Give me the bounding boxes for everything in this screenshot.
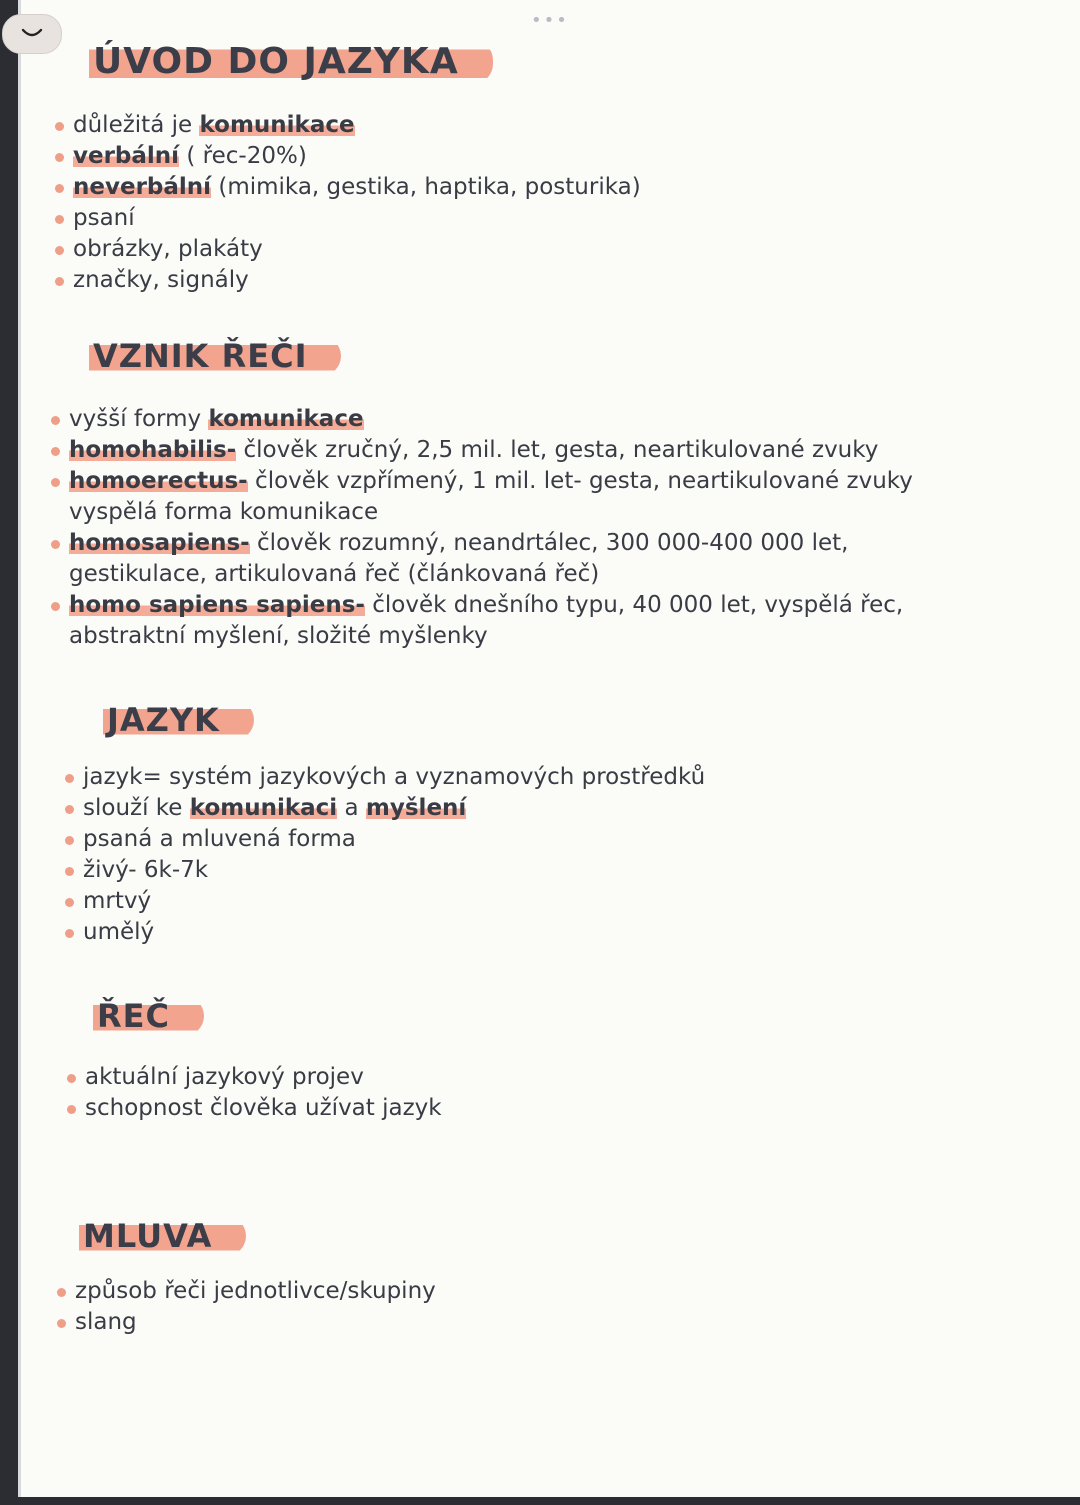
- more-dots-icon[interactable]: •••: [531, 10, 569, 31]
- item-text: člověk rozumný, neandrtálec, 300 000-400 000 let,: [249, 530, 849, 556]
- highlight: homosapiens-: [69, 530, 250, 556]
- list-item: mrtvý: [65, 886, 705, 917]
- highlight: neverbální: [73, 174, 212, 200]
- item-continuation: vyspělá forma komunikace: [69, 499, 379, 525]
- item-continuation: abstraktní myšlení, složité myšlenky: [69, 623, 488, 649]
- list-rec: [67, 1062, 442, 1124]
- list-jazyk: [65, 762, 705, 948]
- highlight: komunikace: [199, 112, 355, 138]
- list-item: značky, signály: [55, 265, 641, 296]
- list-item: [55, 110, 641, 141]
- highlight: myšlení: [365, 795, 467, 821]
- highlight: komunikace: [208, 406, 364, 432]
- list-uvod: [55, 110, 641, 296]
- highlight: komunikaci: [189, 795, 338, 821]
- item-continuation: gestikulace, artikulovaná řeč (článkovaná řeč): [69, 561, 600, 587]
- list-item: [65, 793, 705, 824]
- highlight: verbální: [73, 143, 180, 169]
- list-item: [51, 590, 913, 652]
- list-item: psaná a mluvená forma: [65, 824, 705, 855]
- section-title-rec: ŘEČ: [93, 996, 204, 1036]
- list-item: [51, 528, 913, 590]
- list-item: slang: [57, 1307, 436, 1338]
- list-mluva: [57, 1276, 436, 1338]
- list-item: umělý: [65, 917, 705, 948]
- list-item: schopnost člověka užívat jazyk: [67, 1093, 442, 1124]
- chevron-down-icon: [21, 28, 43, 40]
- list-item: [51, 435, 913, 466]
- item-text: a: [337, 795, 366, 821]
- item-text: důležitá je: [73, 112, 200, 138]
- section-title-jazyk: JAZYK: [103, 700, 254, 740]
- list-item: [51, 404, 913, 435]
- section-title-uvod: ÚVOD DO JAZYKA: [89, 40, 493, 84]
- list-item: aktuální jazykový projev: [67, 1062, 442, 1093]
- list-item: způsob řeči jednotlivce/skupiny: [57, 1276, 436, 1307]
- back-button[interactable]: [2, 14, 62, 54]
- item-text: člověk dnešního typu, 40 000 let, vyspělá řec,: [364, 592, 904, 618]
- list-item: obrázky, plakáty: [55, 234, 641, 265]
- highlight: homo sapiens sapiens-: [69, 592, 365, 618]
- section-title-mluva: MLUVA: [79, 1216, 246, 1256]
- list-vznik: [51, 404, 913, 652]
- list-item: [51, 466, 913, 528]
- item-text: ( řec-20%): [179, 143, 307, 169]
- section-title-vznik: VZNIK ŘEČI: [89, 336, 341, 376]
- highlight: homohabilis-: [69, 437, 237, 463]
- item-text: (mimika, gestika, haptika, posturika): [211, 174, 641, 200]
- item-text: člověk vzpřímený, 1 mil. let- gesta, neartikulované zvuky: [247, 468, 913, 494]
- list-item: [55, 172, 641, 203]
- item-text: člověk zručný, 2,5 mil. let, gesta, neartikulované zvuky: [236, 437, 879, 463]
- note-page: [18, 0, 1080, 1497]
- item-text: vyšší formy: [69, 406, 209, 432]
- list-item: živý- 6k-7k: [65, 855, 705, 886]
- highlight: homoerectus-: [69, 468, 248, 494]
- list-item: psaní: [55, 203, 641, 234]
- item-text: slouží ke: [83, 795, 190, 821]
- list-item: jazyk= systém jazykových a vyznamových prostředků: [65, 762, 705, 793]
- list-item: [55, 141, 641, 172]
